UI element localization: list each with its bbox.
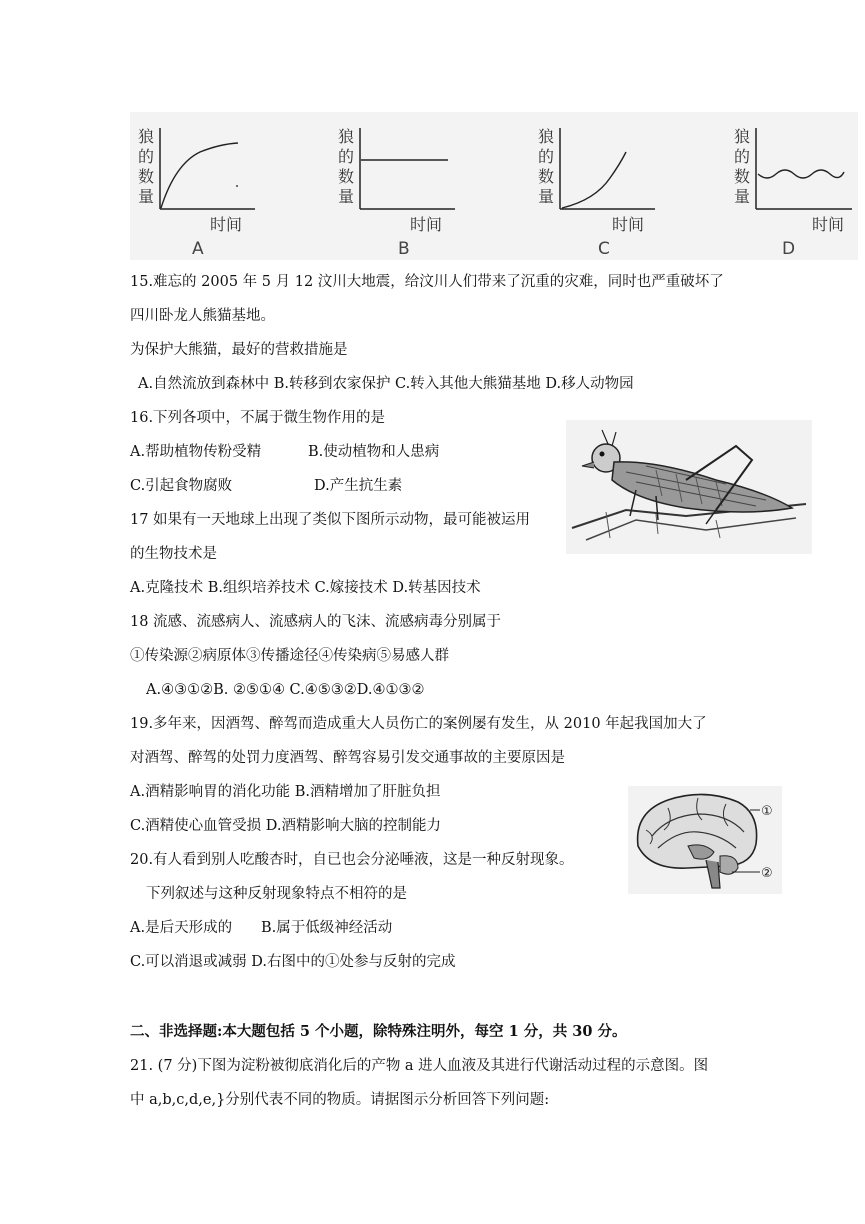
grasshopper-bird-illustration — [566, 420, 812, 554]
population-graphs-strip — [130, 112, 858, 260]
graph-a-y-label-4: 量 — [138, 187, 155, 206]
graph-a-curve — [161, 143, 238, 208]
graph-b — [320, 112, 470, 260]
q20-options-2: C.可以消退或减弱 D.右图中的①处参与反射的完成 — [130, 954, 456, 970]
graph-b-y-label-3: 数 — [338, 167, 355, 186]
brain-label-1: ① — [761, 804, 773, 819]
q21-line-2: 中 a,b,c,d,e,}分别代表不同的物质。请据图示分析回答下列问题: — [130, 1092, 550, 1108]
q18-stem: 18 流感、流感病人、流感病人的飞沫、流感病毒分别属于 — [130, 614, 502, 630]
graph-d — [720, 112, 858, 260]
q16-option-b: B.使动植物和人患病 — [308, 444, 440, 460]
graph-b-y-label-1: 狼 — [338, 127, 355, 146]
graph-c-x-label: 时间 — [612, 215, 645, 234]
q16-option-c: C.引起食物腐败 — [130, 478, 233, 494]
q15-line-1: 15.难忘的 2005 年 5 月 12 汶川大地震，给汶川人们带来了沉重的灾难，同时也严重破坏了 — [130, 274, 724, 290]
q19-line-1: 19.多年来，因酒驾、醉驾而造成重大人员伤亡的案例屡有发生，从 2010 年起我国加大了 — [130, 716, 707, 732]
graph-a-y-label-3: 数 — [138, 167, 155, 186]
section-2-heading: 二、非选择题:本大题包括 5 个小题，除特殊注明外，每空 1 分，共 30 分。 — [130, 1023, 627, 1040]
q15-options: A.自然流放到森林中 B.转移到农家保护 C.转入其他大熊猫基地 D.移人动物园 — [138, 376, 634, 392]
q20-option-b: B.属于低级神经活动 — [261, 920, 393, 936]
graph-c-curve — [562, 152, 626, 208]
graph-a — [130, 112, 270, 260]
q20-line-2: 下列叙述与这种反射现象特点不相符的是 — [146, 886, 407, 902]
q15-line-2: 四川卧龙人熊猫基地。 — [130, 308, 275, 324]
q19-options-2: C.酒精使心血管受损 D.酒精影响大脑的控制能力 — [130, 818, 442, 834]
graph-c-y-label-3: 数 — [538, 167, 555, 186]
q15-line-3: 为保护大熊猫，最好的营救措施是 — [130, 342, 348, 358]
q21-line-1: 21. (7 分)下图为淀粉被彻底消化后的产物 a 进人血液及其进行代谢活动过程的示意图。图 — [130, 1058, 709, 1074]
graph-b-x-label: 时间 — [410, 215, 443, 234]
graph-a-letter: A — [192, 239, 204, 259]
graph-c-letter: C — [598, 239, 610, 259]
graph-b-letter: B — [398, 239, 410, 259]
graph-a-dot — [236, 185, 238, 187]
q18-options: A.④③①②B. ②⑤①④ C.④⑤③②D.④①③② — [146, 682, 425, 698]
q19-options-1: A.酒精影响胃的消化功能 B.酒精增加了肝脏负担 — [130, 784, 441, 800]
q17-line-2: 的生物技术是 — [130, 546, 217, 562]
q20-option-a: A.是后天形成的 — [130, 920, 233, 936]
q19-line-2: 对酒驾、醉驾的处罚力度酒驾、醉驾容易引发交通事故的主要原因是 — [130, 750, 565, 766]
graph-c-y-label-4: 量 — [538, 187, 555, 206]
graph-d-curve — [758, 170, 844, 178]
graph-d-x-label: 时间 — [812, 215, 845, 234]
graph-d-y-label-1: 狼 — [734, 127, 751, 146]
q16-stem: 16.下列各项中，不属于微生物作用的是 — [130, 410, 386, 426]
brain-illustration — [628, 786, 782, 894]
graph-d-y-label-4: 量 — [734, 187, 751, 206]
hybrid-animal-figure — [566, 420, 812, 554]
graph-c-y-label-1: 狼 — [538, 127, 555, 146]
graph-d-y-label-3: 数 — [734, 167, 751, 186]
q20-line-1: 20.有人看到别人吃酸杏时，自已也会分泌唾液，这是一种反射现象。 — [130, 852, 574, 868]
graph-c-y-label-2: 的 — [538, 147, 555, 166]
brain-label-2: ② — [761, 866, 773, 881]
graph-a-y-label-1: 狼 — [138, 127, 155, 146]
q16-option-d: D.产生抗生素 — [314, 478, 403, 494]
graph-a-x-label: 时间 — [210, 215, 243, 234]
q16-option-a: A.帮助植物传粉受精 — [130, 444, 262, 460]
q17-options: A.克隆技术 B.组织培养技术 C.嫁接技术 D.转基因技术 — [130, 580, 481, 596]
graph-b-y-label-2: 的 — [338, 147, 355, 166]
graph-c — [520, 112, 670, 260]
graph-d-letter: D — [782, 239, 796, 259]
brain-figure — [628, 786, 782, 894]
graph-d-y-label-2: 的 — [734, 147, 751, 166]
graph-b-y-label-4: 量 — [338, 187, 355, 206]
graph-a-y-label-2: 的 — [138, 147, 155, 166]
q18-items: ①传染源②病原体③传播途径④传染病⑤易感人群 — [130, 648, 449, 664]
q17-line-1: 17 如果有一天地球上出现了类似下图所示动物，最可能被运用 — [130, 512, 531, 528]
